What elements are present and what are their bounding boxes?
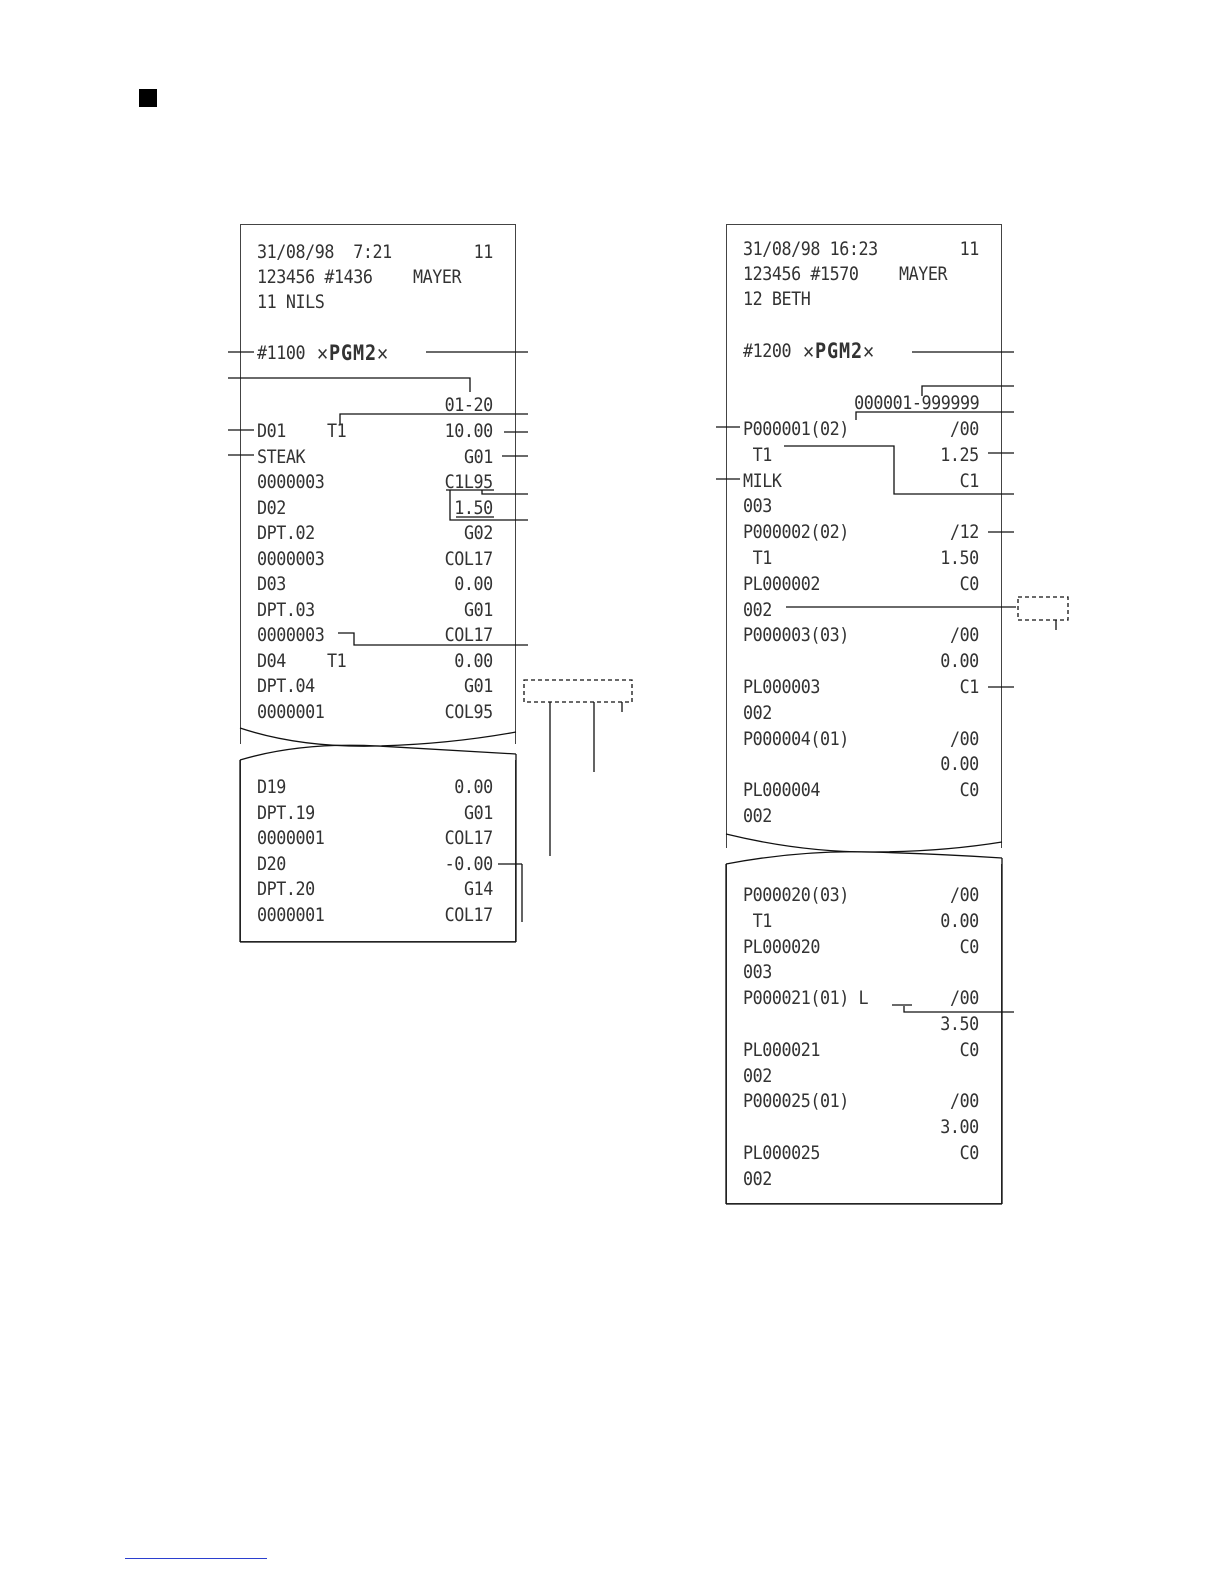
row-left-text: PL000003 [743,676,821,698]
row-left-text: P000021(01) L [743,987,869,1010]
row-left-text: 002 [743,598,772,621]
tear-edge [726,834,1002,852]
row-right-text: 1.50 [454,496,493,519]
row-left-text: T1 [743,443,772,466]
row-right-text: /00 [950,987,979,1010]
row-tax-text: T1 [327,649,347,672]
row-left-text: D20 [257,852,286,875]
store-line: 123456 #1436 [257,266,373,288]
header-date: 31/08/98 16:23 [743,238,878,260]
operator-line: 12 BETH [743,288,811,310]
row-left-text: P000001(02) [743,418,849,440]
header-no: 11 [959,238,979,260]
row-left-text: DPT.19 [257,801,315,824]
row-tax-text: T1 [327,420,347,442]
row-right-text: C0 [959,1038,979,1061]
row-left-text: 0000001 [257,827,325,849]
row-right-text: -0.00 [444,852,493,875]
row-right-text: C1 [959,676,979,698]
row-left-text: D04 [257,649,286,672]
program-mode-mark: ✕PGM2✕ [317,341,390,365]
operator-line: 11 NILS [257,291,325,313]
department-range: 01-20 [444,394,493,416]
row-left-text: P000025(01) [743,1090,849,1113]
row-left-text: T1 [743,547,772,569]
row-left-text: D02 [257,496,286,519]
row-right-text: 1.25 [940,443,979,466]
row-left-text: DPT.04 [257,675,315,697]
row-left-text: P000004(01) [743,727,849,750]
row-right-text: COL17 [444,624,493,646]
row-right-text: 0.00 [454,573,493,595]
row-right-text: 0.00 [940,909,979,932]
row-left-text: STEAK [257,445,306,468]
row-left-text: DPT.02 [257,522,315,544]
row-right-text: /12 [950,521,979,544]
row-right-text: COL95 [444,700,493,723]
row-left-text: P000002(02) [743,521,849,544]
row-left-text: 002 [743,1064,772,1087]
row-left-text: D19 [257,776,286,798]
row-right-text: C0 [959,572,979,595]
dashed-placeholder-box [524,680,632,702]
row-right-text: 0.00 [454,649,493,672]
row-right-text: G01 [464,801,493,824]
row-right-text: 1.50 [940,547,979,569]
row-left-text: 0000003 [257,624,325,646]
row-right-text: COL17 [444,903,493,926]
row-left-text: 002 [743,805,772,827]
program-mode-mark: ✕PGM2✕ [803,339,876,363]
row-right-text: /00 [950,1090,979,1113]
row-left-text: 0000003 [257,547,325,570]
row-right-text: C0 [959,779,979,802]
row-right-text: 3.50 [940,1013,979,1035]
row-right-text: COL17 [444,547,493,570]
row-left-text: PL000021 [743,1038,821,1061]
row-right-text: G01 [464,675,493,697]
row-right-text: /00 [950,727,979,750]
row-left-text: PL000020 [743,935,821,958]
row-right-text: G02 [464,522,493,544]
program-number: #1200 [743,340,792,362]
row-right-text: C1 [959,469,979,492]
row-right-text: 0.00 [940,753,979,776]
row-right-text: G01 [464,598,493,621]
row-left-text: 0000001 [257,700,325,723]
row-left-text: 0000003 [257,471,325,493]
row-right-text: /00 [950,418,979,440]
row-left-text: PL000025 [743,1142,821,1164]
clerk-name: MAYER [413,266,462,288]
row-right-text: 0.00 [454,776,493,798]
row-left-text: DPT.03 [257,598,315,621]
row-right-text: /00 [950,884,979,906]
row-right-text: 0.00 [940,650,979,673]
row-left-text: 003 [743,961,772,984]
row-right-text: 10.00 [444,420,493,442]
clerk-name: MAYER [899,263,948,285]
row-right-text: COL17 [444,827,493,849]
tear-edge [240,728,516,746]
row-left-text: PL000002 [743,572,821,595]
row-left-text: DPT.20 [257,878,315,900]
row-right-text: /00 [950,624,979,647]
header-no: 11 [473,241,493,263]
tear-edge [240,745,516,760]
row-left-text: 0000001 [257,903,325,926]
row-right-text: 3.00 [940,1116,979,1139]
row-right-text: C0 [959,935,979,958]
row-left-text: D01 [257,420,286,442]
tear-edge [726,852,1002,864]
row-left-text: MILK [743,469,782,492]
dashed-placeholder-box [1018,597,1068,620]
row-left-text: D03 [257,573,286,595]
footer-rule [125,1558,267,1559]
header-date: 31/08/98 7:21 [257,241,392,263]
row-right-text: G14 [464,878,493,900]
row-right-text: C1L95 [444,471,493,493]
row-right-text: G01 [464,445,493,468]
row-left-text: PL000004 [743,779,821,802]
row-left-text: P000020(03) [743,884,849,906]
row-left-text: 002 [743,1167,772,1190]
row-left-text: T1 [743,909,772,932]
row-left-text: 003 [743,495,772,518]
row-left-text: 002 [743,701,772,724]
row-left-text: P000003(03) [743,624,849,647]
row-right-text: C0 [959,1142,979,1164]
store-line: 123456 #1570 [743,263,859,285]
plu-range: 000001-999999 [853,392,979,414]
program-number: #1100 [257,342,306,364]
